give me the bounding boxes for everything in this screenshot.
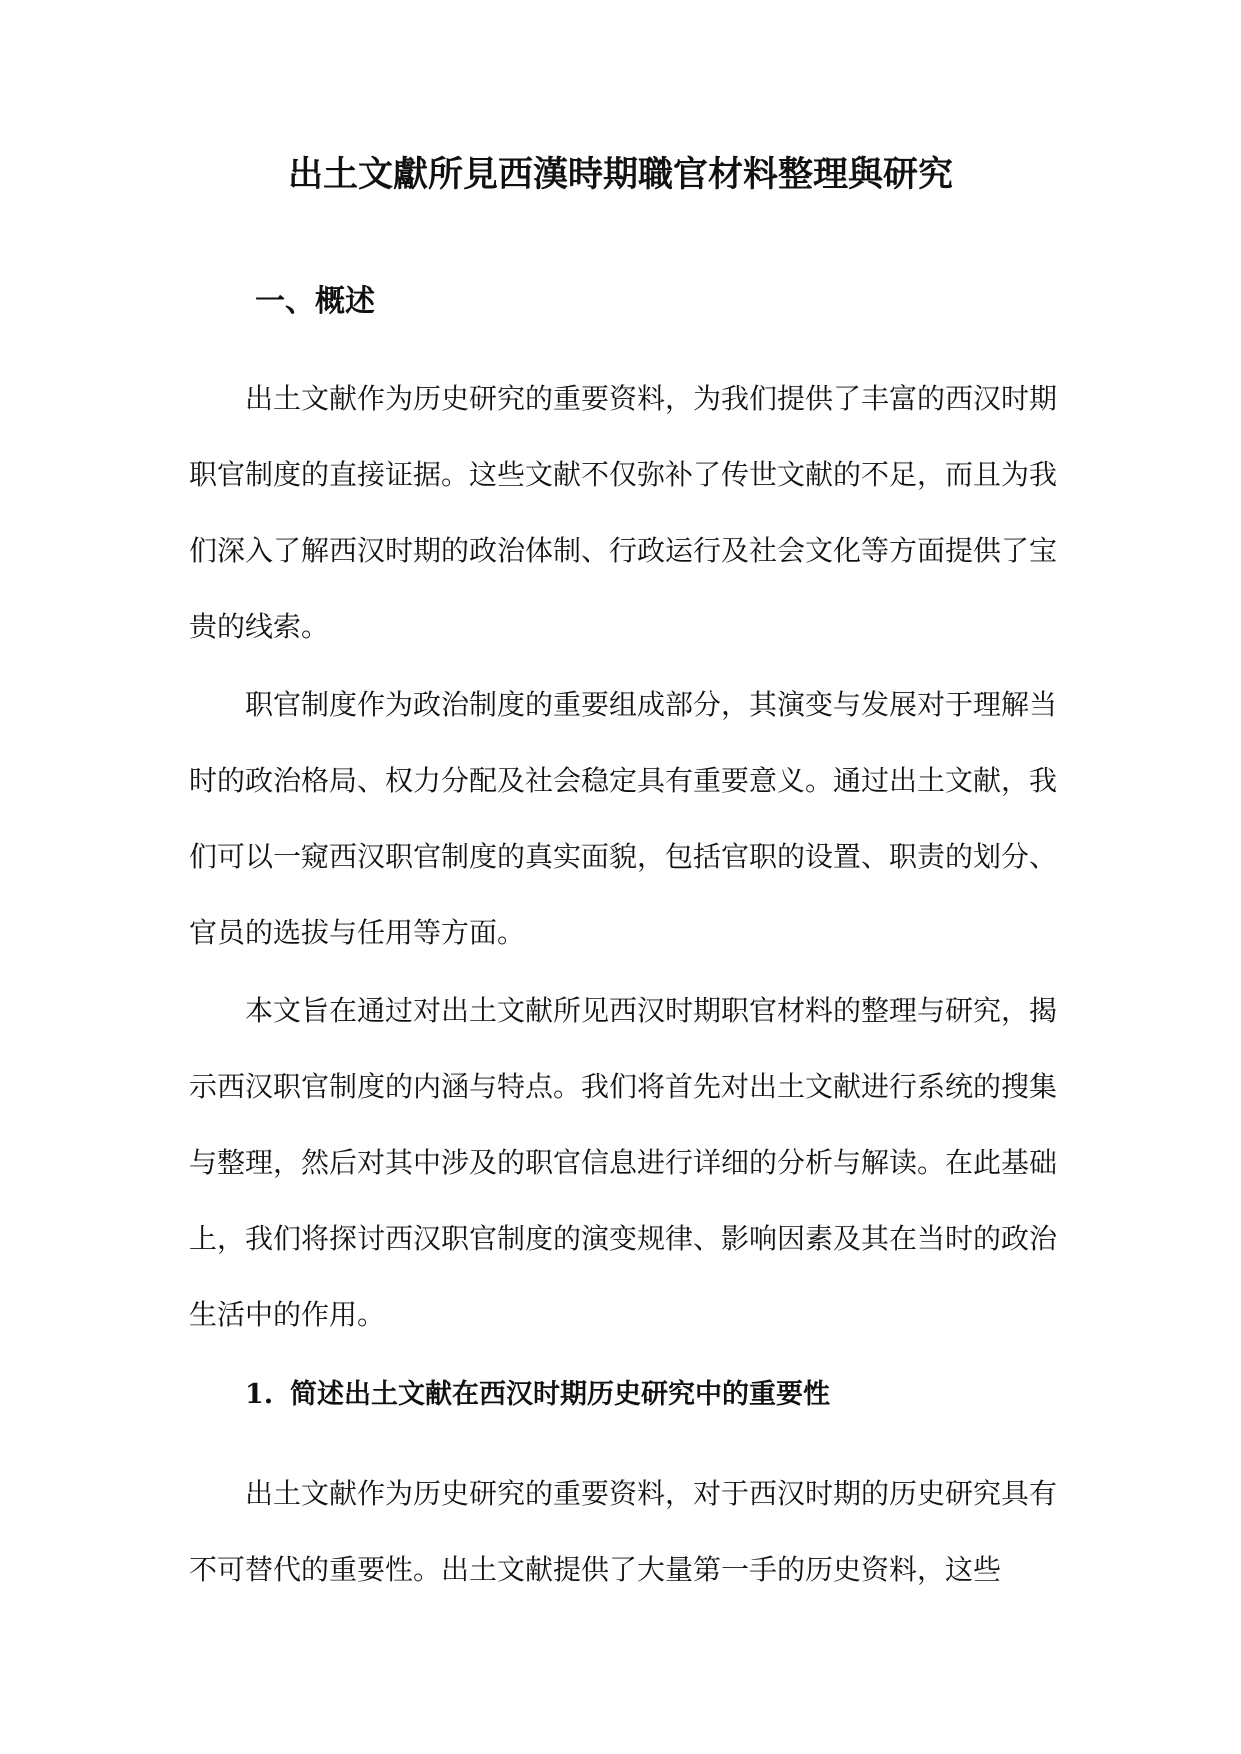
body-paragraph-3: 本文旨在通过对出土文献所见西汉时期职官材料的整理与研究，揭示西汉职官制度的内涵与特点。我们将首先对出土文献进行系统的搜集与整理，然后对其中涉及的职官信息进行详细的分析与解读。在此基础上，我们将探讨西汉职官制度的演变规律、影响因素及其在当时的政治生活中的作用。 xyxy=(189,994,1058,1331)
subsection-number: 1. xyxy=(245,1379,274,1410)
document-title: 出土文獻所見西漢時期職官材料整理與研究 xyxy=(287,154,953,195)
subsection-title: 简述出土文献在西汉时期历史研究中的重要性 xyxy=(290,1379,830,1410)
body-paragraph-4: 出土文献作为历史研究的重要资料，对于西汉时期的历史研究具有不可替代的重要性。出土文献提供了大量第一手的历史资料，这些 xyxy=(189,1477,1058,1586)
body-paragraph-2: 职官制度作为政治制度的重要组成部分，其演变与发展对于理解当时的政治格局、权力分配及社会稳定具有重要意义。通过出土文献，我们可以一窥西汉职官制度的真实面貌，包括官职的设置、职责的划分、官员的选拔与任用等方面。 xyxy=(189,688,1058,949)
section-heading-overview: 一、概述 xyxy=(255,284,375,319)
body-paragraph-1: 出土文献作为历史研究的重要资料，为我们提供了丰富的西汉时期职官制度的直接证据。这些文献不仅弥补了传世文献的不足，而且为我们深入了解西汉时期的政治体制、行政运行及社会文化等方面提供了宝贵的线索。 xyxy=(189,382,1058,643)
subsection-heading xyxy=(245,1375,830,1415)
